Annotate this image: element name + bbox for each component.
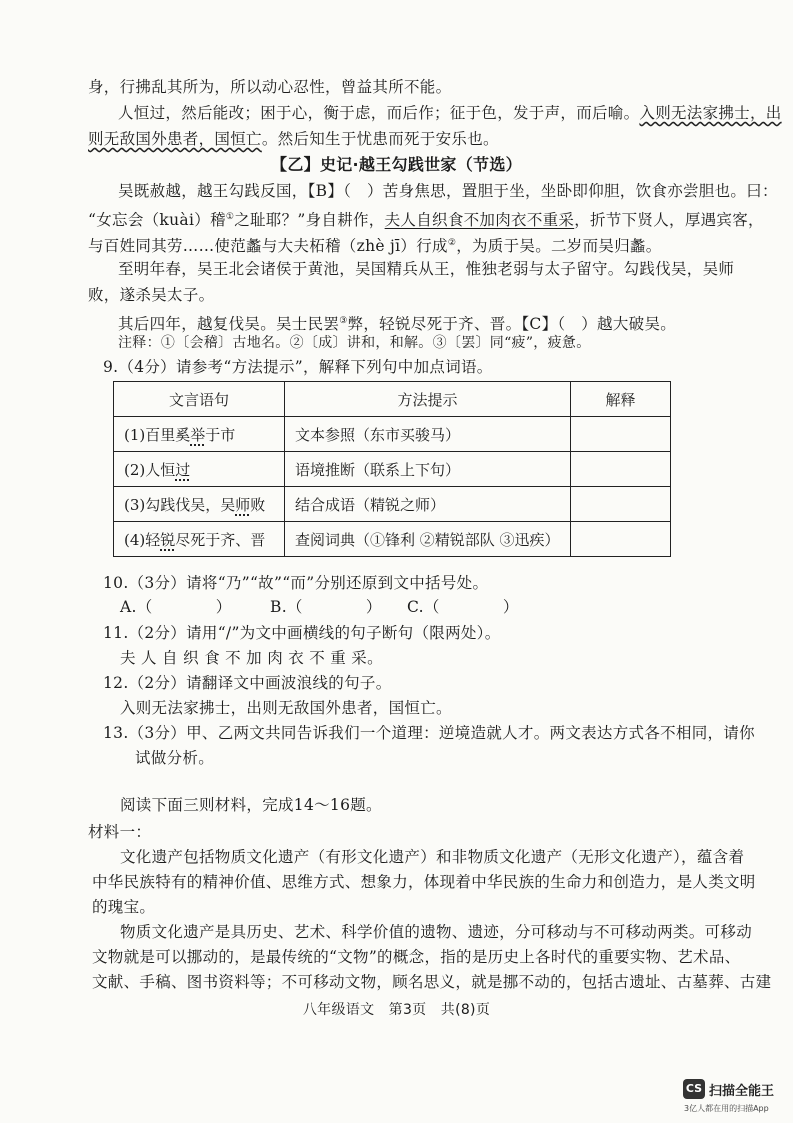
- question-9: 9.（4分）请参考“方法提示”，解释下列句中加点词语。: [103, 358, 493, 376]
- answer-blank-a[interactable]: A.（ ）: [120, 598, 232, 616]
- question-10: 10.（3分）请将“乃”“故”“而”分别还原到文中括号处。: [103, 574, 489, 592]
- sentence-cell: [114, 487, 285, 522]
- dotted-word: 举: [190, 425, 206, 444]
- sentence-cell: [114, 417, 285, 452]
- table-header-row: [114, 382, 671, 417]
- underlined-text: 夫人自织食不加肉衣不重采: [384, 211, 575, 230]
- text-line: [88, 207, 764, 230]
- dotted-word: 锐: [160, 530, 176, 549]
- text-span: 于市: [205, 425, 236, 444]
- question-11: 11.（2分）请用“/”为文中画横线的句子断句（限两处）。: [103, 624, 501, 642]
- dotted-word: 过: [175, 460, 191, 479]
- material-label: 材料一：: [88, 823, 152, 841]
- answer-cell[interactable]: [571, 417, 671, 452]
- text-line: 中华民族特有的精神价值、思维方式、想象力，体现着中华民族的生命力和创造力，是人类文明: [92, 873, 756, 891]
- footnote-mark: ①: [225, 212, 235, 222]
- text-line: 身，行拂乱其所为，所以动心忍性，曾益其所不能。: [88, 78, 452, 96]
- text-line: [88, 233, 662, 256]
- dotted-word: 师: [235, 495, 251, 514]
- method-table: [113, 381, 671, 557]
- col-header: 方法提示: [285, 382, 571, 417]
- wavy-underlined-text: 则无敌国外患者，国恒亡: [88, 130, 262, 148]
- table-row: [114, 417, 671, 452]
- notes: 注释：①〔会稽〕古地名。②〔成〕讲和，和解。③〔罢〕同“疲”，疲惫。: [118, 335, 591, 351]
- table-row: [114, 452, 671, 487]
- table-row: [114, 522, 671, 557]
- text-span: 之耻耶？”身自耕作，: [234, 211, 385, 230]
- hint-cell: 查阅词典（①锋利 ②精锐部队 ③迅疾）: [285, 522, 571, 557]
- hint-cell: 结合成语（精锐之师）: [285, 487, 571, 522]
- text-line: 败，遂杀吴太子。: [88, 286, 215, 304]
- text-span: 尽死于齐、晋: [175, 530, 266, 549]
- text-span: “女忘会（kuài）稽: [88, 211, 226, 230]
- text-line: 的瑰宝。: [92, 898, 156, 916]
- answer-cell[interactable]: [571, 487, 671, 522]
- col-header: 文言语句: [114, 382, 285, 417]
- question-12-sentence: 入则无法家拂士，出则无敌国外患者，国恒亡。: [120, 699, 452, 717]
- scanner-app-name: 扫描全能王: [709, 1084, 775, 1099]
- table-row: [114, 487, 671, 522]
- question-12: 12.（2分）请翻译文中画波浪线的句子。: [103, 674, 392, 692]
- text-span: 其后四年，越复伐吴。吴士民罢: [118, 315, 340, 334]
- section-title: 【乙】史记·越王勾践世家（节选）: [271, 155, 522, 174]
- text-line: 吴既赦越，越王勾践反国，【B】（ ）苦身焦思，置胆于坐，坐卧即仰胆，饮食亦尝胆也。曰：: [118, 182, 778, 200]
- text-line: [118, 103, 782, 123]
- answer-blank-b[interactable]: B.（ ）: [270, 598, 382, 616]
- sentence-cell: [114, 452, 285, 487]
- question-13: 13.（3分）甲、乙两文共同告诉我们一个道理：逆境造就人才。两文表达方式各不相同，请你: [103, 724, 755, 742]
- text-line: [88, 129, 499, 149]
- text-span: (3)勾践伐吴，吴: [124, 495, 236, 514]
- footnote-mark: ②: [447, 238, 457, 248]
- wavy-underlined-text: 入则无法家拂士，出: [639, 104, 782, 122]
- page-footer: 八年级语文 第3页 共(8)页: [302, 1002, 491, 1018]
- text-span: 与百姓同其劳……使范蠡与大夫柘稽（zhè jī）行成: [88, 237, 448, 256]
- hint-cell: 语境推断（联系上下句）: [285, 452, 571, 487]
- text-span: 败: [250, 495, 266, 514]
- text-span: 弊，轻锐尽死于齐、晋。【C】（ ）越大破吴。: [347, 315, 677, 334]
- question-13-cont: 试做分析。: [135, 749, 215, 767]
- sentence-cell: [114, 522, 285, 557]
- text-span: ，折节下贤人，厚遇宾客，: [574, 211, 764, 230]
- question-11-sentence: 夫 人 自 织 食 不 加 肉 衣 不 重 采。: [120, 649, 383, 667]
- text-line: 文物就是可以挪动的，是最传统的“文物”的概念，指的是历史上各时代的重要实物、艺术品、: [92, 948, 741, 966]
- text-span: ，为质于吴。二岁而吴归蠡。: [456, 237, 662, 256]
- answer-blank-c[interactable]: C.（ ）: [407, 598, 519, 616]
- text-span: 人恒过，然后能改；困于心，衡于虑，而后作；征于色，发于声，而后喻。: [118, 104, 640, 122]
- text-span: (2)人恒: [124, 460, 176, 479]
- text-line: 文献、手稿、图书资料等；不可移动文物，顾名思义，就是挪不动的，包括古遗址、古墓葬、古建: [92, 973, 772, 991]
- text-line: 至明年春，吴王北会诸侯于黄池，吴国精兵从王，惟独老弱与太子留守。勾践伐吴，吴师: [118, 260, 735, 278]
- answer-cell[interactable]: [571, 522, 671, 557]
- text-line: 文化遗产包括物质文化遗产（有形文化遗产）和非物质文化遗产（无形文化遗产），蕴含着: [120, 848, 745, 866]
- answer-cell[interactable]: [571, 452, 671, 487]
- scanner-tagline: 3亿人都在用的扫描App: [684, 1104, 769, 1113]
- text-span: (1)百里奚: [124, 425, 191, 444]
- scanner-logo-icon: CS: [683, 1079, 705, 1099]
- col-header: 解释: [571, 382, 671, 417]
- text-span: 。然后知生于忧患而死于安乐也。: [261, 130, 499, 148]
- footnote-mark: ③: [339, 316, 348, 326]
- hint-cell: 文本参照（东市买骏马）: [285, 417, 571, 452]
- text-line: 物质文化遗产是具历史、艺术、科学价值的遗物、遗迹，分可移动与不可移动两类。可移动: [120, 923, 753, 941]
- text-line: [118, 311, 676, 334]
- reading-intro: 阅读下面三则材料，完成14～16题。: [120, 796, 382, 814]
- text-span: (4)轻: [124, 530, 161, 549]
